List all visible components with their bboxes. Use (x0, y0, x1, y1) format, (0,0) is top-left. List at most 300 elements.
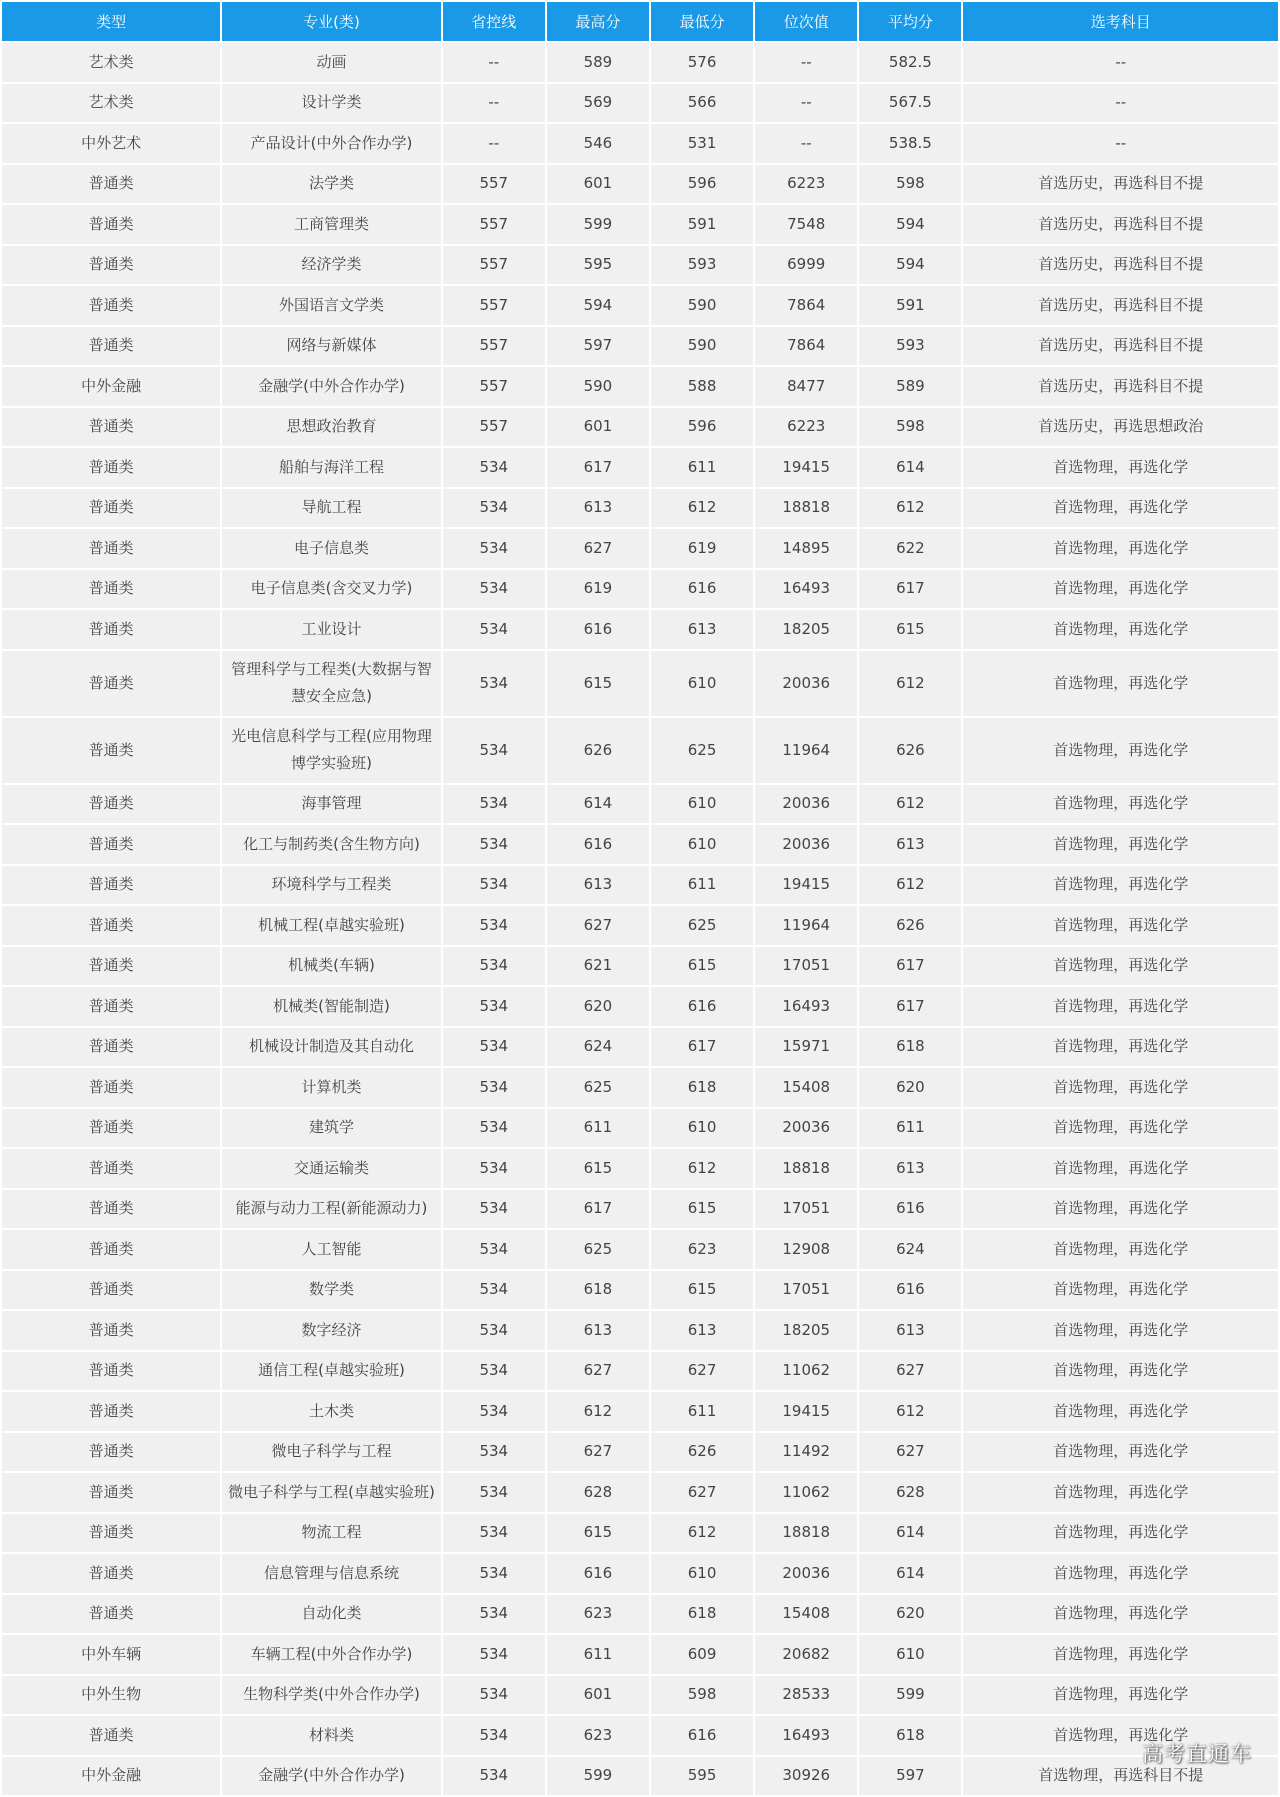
cell-max-score: 599 (547, 205, 649, 244)
cell-max-score: 613 (547, 1311, 649, 1350)
cell-type: 普通类 (2, 1433, 220, 1472)
table-row (2, 825, 1278, 864)
column-header-max-score: 最高分 (547, 2, 649, 41)
cell-rank: 18205 (755, 610, 857, 649)
cell-avg-score: 589 (859, 367, 961, 406)
cell-major: 信息管理与信息系统 (222, 1554, 440, 1593)
cell-min-score: 596 (651, 408, 753, 447)
cell-max-score: 614 (547, 785, 649, 824)
cell-subjects: 首选历史，再选科目不提 (963, 286, 1278, 325)
cell-subjects: 首选物理，再选化学 (963, 1190, 1278, 1229)
table-row (2, 1271, 1278, 1310)
cell-control-line: 534 (443, 610, 545, 649)
cell-control-line: 534 (443, 1433, 545, 1472)
cell-rank: -- (755, 43, 857, 82)
cell-min-score: 593 (651, 246, 753, 285)
cell-control-line: 534 (443, 1028, 545, 1067)
table-row (2, 947, 1278, 986)
cell-avg-score: 613 (859, 1149, 961, 1188)
cell-major: 自动化类 (222, 1595, 440, 1634)
cell-rank: 19415 (755, 1392, 857, 1431)
cell-min-score: 611 (651, 448, 753, 487)
cell-type: 中外艺术 (2, 124, 220, 163)
cell-max-score: 616 (547, 610, 649, 649)
cell-max-score: 627 (547, 906, 649, 945)
cell-max-score: 618 (547, 1271, 649, 1310)
cell-min-score: 610 (651, 825, 753, 864)
cell-control-line: 534 (443, 1352, 545, 1391)
cell-max-score: 621 (547, 947, 649, 986)
cell-max-score: 628 (547, 1473, 649, 1512)
table-row (2, 785, 1278, 824)
column-header-avg-score: 平均分 (859, 2, 961, 41)
cell-rank: 16493 (755, 987, 857, 1026)
cell-avg-score: 538.5 (859, 124, 961, 163)
column-header-major: 专业(类) (222, 2, 440, 41)
column-header-min-score: 最低分 (651, 2, 753, 41)
cell-avg-score: 612 (859, 785, 961, 824)
cell-subjects: 首选物理，再选化学 (963, 529, 1278, 568)
cell-max-score: 611 (547, 1635, 649, 1674)
cell-rank: 20682 (755, 1635, 857, 1674)
cell-major: 动画 (222, 43, 440, 82)
cell-avg-score: 612 (859, 1392, 961, 1431)
cell-subjects: 首选物理，再选化学 (963, 987, 1278, 1026)
cell-max-score: 617 (547, 1190, 649, 1229)
cell-control-line: 534 (443, 529, 545, 568)
cell-max-score: 623 (547, 1716, 649, 1755)
cell-type: 普通类 (2, 1149, 220, 1188)
cell-subjects: 首选物理，再选化学 (963, 1311, 1278, 1350)
cell-type: 普通类 (2, 529, 220, 568)
cell-min-score: 590 (651, 286, 753, 325)
cell-min-score: 598 (651, 1676, 753, 1715)
table-row (2, 84, 1278, 123)
cell-avg-score: 612 (859, 489, 961, 528)
cell-major: 法学类 (222, 165, 440, 204)
cell-subjects: 首选物理，再选化学 (963, 1554, 1278, 1593)
table-row (2, 205, 1278, 244)
cell-subjects: 首选物理，再选化学 (963, 1028, 1278, 1067)
cell-subjects: 首选物理，再选化学 (963, 1716, 1278, 1755)
cell-subjects: 首选物理，再选化学 (963, 1068, 1278, 1107)
cell-avg-score: 616 (859, 1190, 961, 1229)
cell-rank: 17051 (755, 1190, 857, 1229)
cell-control-line: 534 (443, 1716, 545, 1755)
cell-min-score: 566 (651, 84, 753, 123)
cell-control-line: 534 (443, 866, 545, 905)
cell-rank: 12908 (755, 1230, 857, 1269)
cell-avg-score: 610 (859, 1635, 961, 1674)
cell-max-score: 546 (547, 124, 649, 163)
cell-rank: 19415 (755, 448, 857, 487)
cell-type: 中外生物 (2, 1676, 220, 1715)
table-row (2, 987, 1278, 1026)
cell-max-score: 620 (547, 987, 649, 1026)
cell-subjects: 首选物理，再选化学 (963, 1230, 1278, 1269)
cell-type: 普通类 (2, 610, 220, 649)
cell-subjects: -- (963, 84, 1278, 123)
cell-max-score: 615 (547, 1514, 649, 1553)
cell-subjects: 首选历史，再选科目不提 (963, 165, 1278, 204)
cell-type: 普通类 (2, 825, 220, 864)
cell-rank: 6999 (755, 246, 857, 285)
cell-rank: 8477 (755, 367, 857, 406)
cell-control-line: 557 (443, 286, 545, 325)
cell-subjects: 首选物理，再选化学 (963, 570, 1278, 609)
cell-major: 机械工程(卓越实验班) (222, 906, 440, 945)
cell-avg-score: 618 (859, 1028, 961, 1067)
cell-subjects: 首选物理，再选化学 (963, 1595, 1278, 1634)
cell-subjects: 首选物理，再选化学 (963, 1109, 1278, 1148)
column-header-rank: 位次值 (755, 2, 857, 41)
cell-max-score: 619 (547, 570, 649, 609)
cell-avg-score: 614 (859, 448, 961, 487)
cell-control-line: 557 (443, 408, 545, 447)
cell-max-score: 617 (547, 448, 649, 487)
cell-rank: 20036 (755, 651, 857, 716)
table-row (2, 866, 1278, 905)
cell-max-score: 616 (547, 825, 649, 864)
cell-major: 环境科学与工程类 (222, 866, 440, 905)
cell-min-score: 613 (651, 610, 753, 649)
cell-control-line: 557 (443, 205, 545, 244)
cell-type: 普通类 (2, 1473, 220, 1512)
cell-min-score: 619 (651, 529, 753, 568)
cell-rank: 30926 (755, 1757, 857, 1796)
cell-avg-score: 598 (859, 165, 961, 204)
cell-avg-score: 613 (859, 825, 961, 864)
cell-type: 中外金融 (2, 367, 220, 406)
cell-major: 外国语言文学类 (222, 286, 440, 325)
cell-rank: 20036 (755, 1554, 857, 1593)
cell-major: 人工智能 (222, 1230, 440, 1269)
cell-major: 土木类 (222, 1392, 440, 1431)
cell-rank: 20036 (755, 1109, 857, 1148)
table-row (2, 1757, 1278, 1796)
cell-avg-score: 620 (859, 1595, 961, 1634)
cell-major: 设计学类 (222, 84, 440, 123)
table-row (2, 1392, 1278, 1431)
cell-type: 普通类 (2, 947, 220, 986)
cell-control-line: 534 (443, 448, 545, 487)
cell-subjects: 首选物理，再选化学 (963, 489, 1278, 528)
cell-major: 建筑学 (222, 1109, 440, 1148)
cell-min-score: 613 (651, 1311, 753, 1350)
cell-min-score: 625 (651, 718, 753, 783)
cell-rank: 20036 (755, 825, 857, 864)
cell-min-score: 618 (651, 1595, 753, 1634)
cell-rank: 11062 (755, 1352, 857, 1391)
cell-control-line: 534 (443, 785, 545, 824)
cell-control-line: 534 (443, 718, 545, 783)
cell-subjects: 首选物理，再选化学 (963, 1433, 1278, 1472)
cell-avg-score: 599 (859, 1676, 961, 1715)
cell-max-score: 589 (547, 43, 649, 82)
table-row (2, 1676, 1278, 1715)
cell-type: 中外车辆 (2, 1635, 220, 1674)
table-row (2, 246, 1278, 285)
cell-min-score: 610 (651, 651, 753, 716)
column-header-subjects: 选考科目 (963, 2, 1278, 41)
cell-rank: 11492 (755, 1433, 857, 1472)
cell-major: 微电子科学与工程 (222, 1433, 440, 1472)
cell-rank: 16493 (755, 1716, 857, 1755)
cell-type: 普通类 (2, 327, 220, 366)
cell-max-score: 612 (547, 1392, 649, 1431)
table-row (2, 1068, 1278, 1107)
cell-max-score: 595 (547, 246, 649, 285)
cell-max-score: 624 (547, 1028, 649, 1067)
cell-min-score: 610 (651, 1109, 753, 1148)
cell-rank: 6223 (755, 408, 857, 447)
cell-avg-score: 611 (859, 1109, 961, 1148)
cell-max-score: 627 (547, 529, 649, 568)
cell-subjects: 首选物理，再选化学 (963, 1635, 1278, 1674)
cell-rank: 15408 (755, 1068, 857, 1107)
cell-max-score: 626 (547, 718, 649, 783)
cell-subjects: 首选物理，再选化学 (963, 866, 1278, 905)
cell-subjects: 首选历史，再选思想政治 (963, 408, 1278, 447)
table-row (2, 651, 1278, 716)
cell-major: 机械类(智能制造) (222, 987, 440, 1026)
cell-type: 普通类 (2, 165, 220, 204)
cell-max-score: 613 (547, 489, 649, 528)
cell-control-line: -- (443, 124, 545, 163)
cell-max-score: 613 (547, 866, 649, 905)
cell-avg-score: 615 (859, 610, 961, 649)
cell-min-score: 591 (651, 205, 753, 244)
cell-rank: 14895 (755, 529, 857, 568)
cell-avg-score: 617 (859, 947, 961, 986)
cell-avg-score: 594 (859, 246, 961, 285)
cell-major: 经济学类 (222, 246, 440, 285)
cell-min-score: 609 (651, 1635, 753, 1674)
cell-min-score: 611 (651, 866, 753, 905)
cell-min-score: 590 (651, 327, 753, 366)
cell-min-score: 615 (651, 1190, 753, 1229)
cell-control-line: 534 (443, 1271, 545, 1310)
cell-type: 普通类 (2, 866, 220, 905)
cell-rank: 20036 (755, 785, 857, 824)
cell-subjects: 首选物理，再选化学 (963, 1352, 1278, 1391)
cell-rank: 16493 (755, 570, 857, 609)
cell-type: 中外金融 (2, 1757, 220, 1796)
cell-major: 网络与新媒体 (222, 327, 440, 366)
cell-subjects: 首选物理，再选化学 (963, 1676, 1278, 1715)
cell-control-line: 534 (443, 947, 545, 986)
cell-avg-score: 567.5 (859, 84, 961, 123)
cell-type: 普通类 (2, 570, 220, 609)
cell-major: 管理科学与工程类(大数据与智慧安全应急) (222, 651, 440, 716)
cell-max-score: 615 (547, 651, 649, 716)
cell-type: 普通类 (2, 651, 220, 716)
cell-rank: 6223 (755, 165, 857, 204)
cell-type: 普通类 (2, 1068, 220, 1107)
cell-major: 机械类(车辆) (222, 947, 440, 986)
cell-major: 车辆工程(中外合作办学) (222, 1635, 440, 1674)
cell-type: 普通类 (2, 718, 220, 783)
table-row (2, 906, 1278, 945)
cell-avg-score: 598 (859, 408, 961, 447)
table-row (2, 43, 1278, 82)
table-row (2, 1109, 1278, 1148)
cell-type: 普通类 (2, 1109, 220, 1148)
table-row (2, 1311, 1278, 1350)
cell-major: 光电信息科学与工程(应用物理博学实验班) (222, 718, 440, 783)
cell-rank: 18818 (755, 1514, 857, 1553)
cell-min-score: 610 (651, 785, 753, 824)
table-row (2, 610, 1278, 649)
cell-min-score: 576 (651, 43, 753, 82)
table-row (2, 718, 1278, 783)
cell-avg-score: 618 (859, 1716, 961, 1755)
cell-rank: 17051 (755, 1271, 857, 1310)
cell-avg-score: 616 (859, 1271, 961, 1310)
cell-control-line: 534 (443, 1109, 545, 1148)
cell-rank: 7548 (755, 205, 857, 244)
table-row (2, 1230, 1278, 1269)
cell-avg-score: 624 (859, 1230, 961, 1269)
cell-major: 思想政治教育 (222, 408, 440, 447)
cell-avg-score: 614 (859, 1514, 961, 1553)
cell-major: 数学类 (222, 1271, 440, 1310)
cell-min-score: 627 (651, 1352, 753, 1391)
cell-control-line: 534 (443, 1757, 545, 1796)
table-row (2, 570, 1278, 609)
cell-control-line: 534 (443, 1392, 545, 1431)
cell-major: 金融学(中外合作办学) (222, 367, 440, 406)
cell-control-line: 557 (443, 165, 545, 204)
cell-max-score: 569 (547, 84, 649, 123)
cell-subjects: 首选物理，再选化学 (963, 1271, 1278, 1310)
cell-control-line: 534 (443, 651, 545, 716)
watermark-text: 高考直通车 (1142, 1742, 1252, 1766)
cell-type: 普通类 (2, 1028, 220, 1067)
cell-avg-score: 617 (859, 987, 961, 1026)
cell-subjects: -- (963, 124, 1278, 163)
table-row (2, 1595, 1278, 1634)
cell-max-score: 627 (547, 1352, 649, 1391)
cell-subjects: 首选历史，再选科目不提 (963, 205, 1278, 244)
cell-rank: 19415 (755, 866, 857, 905)
cell-avg-score: 617 (859, 570, 961, 609)
cell-type: 普通类 (2, 1595, 220, 1634)
cell-control-line: 534 (443, 987, 545, 1026)
cell-avg-score: 591 (859, 286, 961, 325)
cell-min-score: 612 (651, 1149, 753, 1188)
cell-type: 普通类 (2, 1554, 220, 1593)
cell-max-score: 616 (547, 1554, 649, 1593)
cell-rank: 18818 (755, 489, 857, 528)
cell-rank: 15408 (755, 1595, 857, 1634)
cell-min-score: 595 (651, 1757, 753, 1796)
cell-major: 金融学(中外合作办学) (222, 1757, 440, 1796)
cell-subjects: 首选历史，再选科目不提 (963, 246, 1278, 285)
cell-subjects: -- (963, 43, 1278, 82)
table-row (2, 367, 1278, 406)
cell-control-line: -- (443, 43, 545, 82)
cell-control-line: 534 (443, 1068, 545, 1107)
cell-rank: -- (755, 124, 857, 163)
cell-major: 电子信息类 (222, 529, 440, 568)
cell-type: 普通类 (2, 1230, 220, 1269)
cell-rank: 17051 (755, 947, 857, 986)
cell-max-score: 597 (547, 327, 649, 366)
cell-control-line: 557 (443, 246, 545, 285)
table-row (2, 1635, 1278, 1674)
cell-subjects: 首选物理，再选化学 (963, 785, 1278, 824)
cell-major: 数字经济 (222, 1311, 440, 1350)
cell-subjects: 首选物理，再选化学 (963, 1514, 1278, 1553)
cell-control-line: 534 (443, 1149, 545, 1188)
cell-min-score: 616 (651, 987, 753, 1026)
cell-major: 导航工程 (222, 489, 440, 528)
cell-max-score: 601 (547, 165, 649, 204)
cell-control-line: 534 (443, 825, 545, 864)
cell-control-line: 557 (443, 367, 545, 406)
cell-max-score: 625 (547, 1230, 649, 1269)
cell-avg-score: 597 (859, 1757, 961, 1796)
cell-subjects: 首选物理，再选化学 (963, 610, 1278, 649)
cell-max-score: 615 (547, 1149, 649, 1188)
cell-major: 电子信息类(含交叉力学) (222, 570, 440, 609)
cell-min-score: 612 (651, 1514, 753, 1553)
cell-rank: 11964 (755, 718, 857, 783)
cell-major: 化工与制药类(含生物方向) (222, 825, 440, 864)
cell-min-score: 588 (651, 367, 753, 406)
table-row (2, 1716, 1278, 1755)
cell-min-score: 618 (651, 1068, 753, 1107)
cell-rank: 18205 (755, 1311, 857, 1350)
cell-subjects: 首选物理，再选化学 (963, 718, 1278, 783)
cell-min-score: 612 (651, 489, 753, 528)
cell-type: 普通类 (2, 1190, 220, 1229)
cell-major: 计算机类 (222, 1068, 440, 1107)
cell-min-score: 626 (651, 1433, 753, 1472)
cell-subjects: 首选物理，再选化学 (963, 651, 1278, 716)
column-header-type: 类型 (2, 2, 220, 41)
cell-subjects: 首选物理，再选化学 (963, 1149, 1278, 1188)
table-row (2, 1554, 1278, 1593)
table-row (2, 1514, 1278, 1553)
cell-type: 艺术类 (2, 43, 220, 82)
cell-control-line: 534 (443, 1514, 545, 1553)
cell-min-score: 611 (651, 1392, 753, 1431)
cell-type: 普通类 (2, 408, 220, 447)
table-row (2, 489, 1278, 528)
cell-type: 普通类 (2, 448, 220, 487)
cell-major: 海事管理 (222, 785, 440, 824)
cell-min-score: 531 (651, 124, 753, 163)
cell-control-line: 534 (443, 1230, 545, 1269)
cell-avg-score: 620 (859, 1068, 961, 1107)
cell-major: 工业设计 (222, 610, 440, 649)
cell-min-score: 625 (651, 906, 753, 945)
table-row (2, 408, 1278, 447)
cell-control-line: 534 (443, 1190, 545, 1229)
cell-avg-score: 628 (859, 1473, 961, 1512)
cell-avg-score: 626 (859, 906, 961, 945)
cell-max-score: 627 (547, 1433, 649, 1472)
cell-control-line: 534 (443, 1473, 545, 1512)
cell-min-score: 616 (651, 570, 753, 609)
cell-rank: 7864 (755, 327, 857, 366)
cell-major: 产品设计(中外合作办学) (222, 124, 440, 163)
cell-avg-score: 626 (859, 718, 961, 783)
cell-major: 能源与动力工程(新能源动力) (222, 1190, 440, 1229)
cell-type: 普通类 (2, 987, 220, 1026)
